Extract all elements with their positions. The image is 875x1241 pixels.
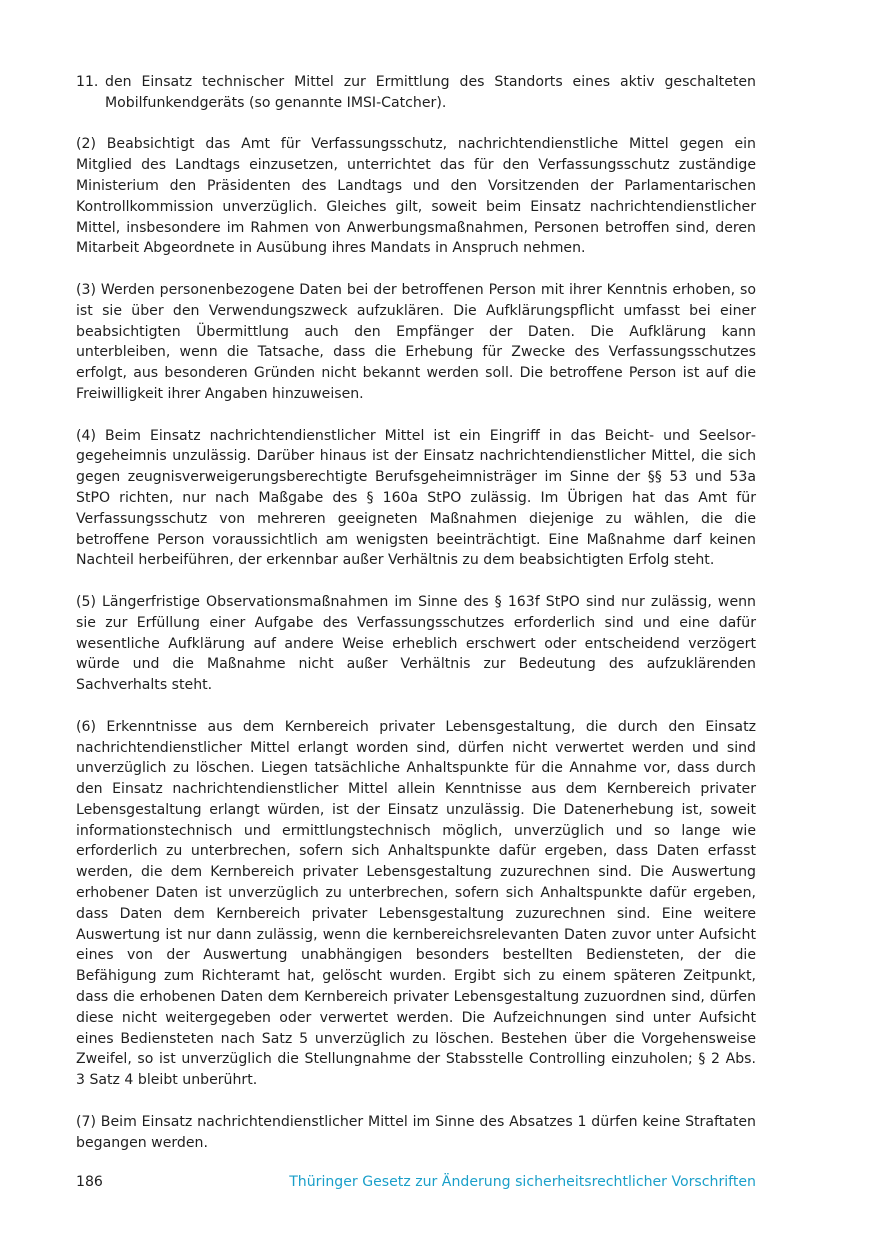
paragraph-7: (7) Beim Einsatz nachrichtendienstlicher Mittel im Sinne des Absatzes 1 dürfen keine Straftaten begangen werden. [76,1113,756,1151]
paragraph-4: (4) Beim Einsatz nachrichtendienstlicher Mittel ist ein Eingriff in das Beicht- und Seelsorgegeheimnis unzulässig. Darüber hinaus ist der Einsatz nachrichtendienstlicher Mittel, die sich gegen zeugnisverweigerungsberechtigte Berufsgeheimnisträger im Sinne der §§ 53 und 53a StPO richten, nur nach Maßgabe des § 160a StPO zulässig. Im Übrigen hat das Amt für Verfassungsschutz von mehreren geeigneten Maßnahmen diejenige zu wählen, die die betroffene Person voraussichtlich am wenigsten beeinträchtigt. Eine Maßnahme darf keinen Nachteil herbeiführen, der erkennbar außer Verhältnis zu dem beabsichtigten Erfolg steht. [76,427,756,569]
paragraph-6: (6) Erkenntnisse aus dem Kernbereich privater Lebensgestaltung, die durch den Einsatz nachrichtendienstlicher Mittel erlangt worden sind, dürfen nicht verwertet werden und sind unverzüglich zu löschen. Liegen tatsächliche Anhaltspunkte für die Annahme vor, dass durch den Einsatz nachrichtendienstlicher Mittel allein Kenntnisse aus dem Kernbereich privater Lebensgestaltung erlangt würden, ist der Einsatz unzulässig. Die Datenerhebung ist, soweit informationstechnisch und ermittlungstechnisch möglich, unverzüglich und so lange wie erforderlich zu unterbrechen, sofern sich Anhaltspunkte dafür ergeben, dass Daten erfasst werden, die dem Kernbereich privater Lebensgestaltung zuzurechnen sind. Die Auswertung erhobener Daten ist unverzüglich zu unterbrechen, sofern sich Anhaltspunkte dafür ergeben, dass Daten dem Kernbereich privater Lebensgestaltung zuzurechnen sind. Eine weitere Auswertung ist nur dann zulässig, wenn die kernbereichsrelevanten Daten zuvor unter Aufsicht eines von der Auswertung unabhängigen besonders bestellten Bediensteten, der die Befähigung zum Richteramt hat, gelöscht wurden. Ergibt sich zu einem späteren Zeitpunkt, dass die erhobenen Daten dem Kernbereich privater Lebensgestaltung zuzuordnen sind, dürfen diese nicht weitergegeben oder verwertet werden. Die Aufzeichnungen sind unter Aufsicht eines Bediensteten nach Satz 5 unverzüglich zu löschen. Bestehen über die Vorgehensweise Zweifel, so ist unverzüglich die Stellungnahme der Stabsstelle Controlling einzuholen; § 2 Abs. 3 Satz 4 bleibt unberührt. [76,718,756,1089]
list-item-11 [76,72,756,114]
paragraph-3: (3) Werden personenbezogene Daten bei der betroffenen Person mit ihrer Kenntnis erhoben, so ist sie über den Verwendungszweck aufzuklären. Die Aufklärungspflicht umfasst bei einer beabsichtigten Übermittlung auch den Empfänger der Daten. Die Aufklärung kann unterbleiben, wenn die Tatsache, dass die Erhebung für Zwecke des Verfassungsschutzes erfolgt, aus besonderen Gründen nicht bekannt werden soll. Die betroffene Person ist auf die Freiwilligkeit ihrer Angaben hinzuweisen. [76,281,756,402]
paragraph-2: (2) Beabsichtigt das Amt für Verfassungsschutz, nachrichtendienstliche Mittel gegen ein Mitglied des Landtags einzusetzen, unterrichtet das für den Verfassungsschutz zuständige Ministerium den Präsidenten des Landtags und den Vorsitzenden der Parlamentarischen Kontrollkommission unverzüglich. Gleiches gilt, soweit beim Einsatz nachrichtendienstlicher Mittel, insbesondere im Rahmen von Anwerbungsmaßnahmen, Personen betroffen sind, deren Mitarbeit Abgeordnete in Ausübung ihres Mandats in Anspruch nehmen. [76,136,756,257]
paragraph-5: (5) Längerfristige Observationsmaßnahmen im Sinne des § 163f StPO sind nur zulässig, wenn sie zur Erfüllung einer Aufgabe des Verfassungsschutzes erforderlich sind und eine dafür wesentliche Aufklärung auf andere Weise erheblich erschwert oder entscheidend verzögert würde und die Maßnahme nicht außer Verhältnis zur Bedeutung des aufzuklärenden Sachverhalts steht. [76,593,756,694]
list-item-text: den Einsatz technischer Mittel zur Ermittlung des Standorts eines aktiv geschalteten Mobilfunkendgeräts (so genannte IMSI-Catcher). [105,74,756,111]
running-title: Thüringer Gesetz zur Änderung sicherheitsrechtlicher Vorschriften [289,1174,756,1190]
list-item-number: 11. [76,74,99,90]
page-body [76,72,756,1174]
page-footer [76,1172,756,1192]
page-number: 186 [76,1174,103,1190]
